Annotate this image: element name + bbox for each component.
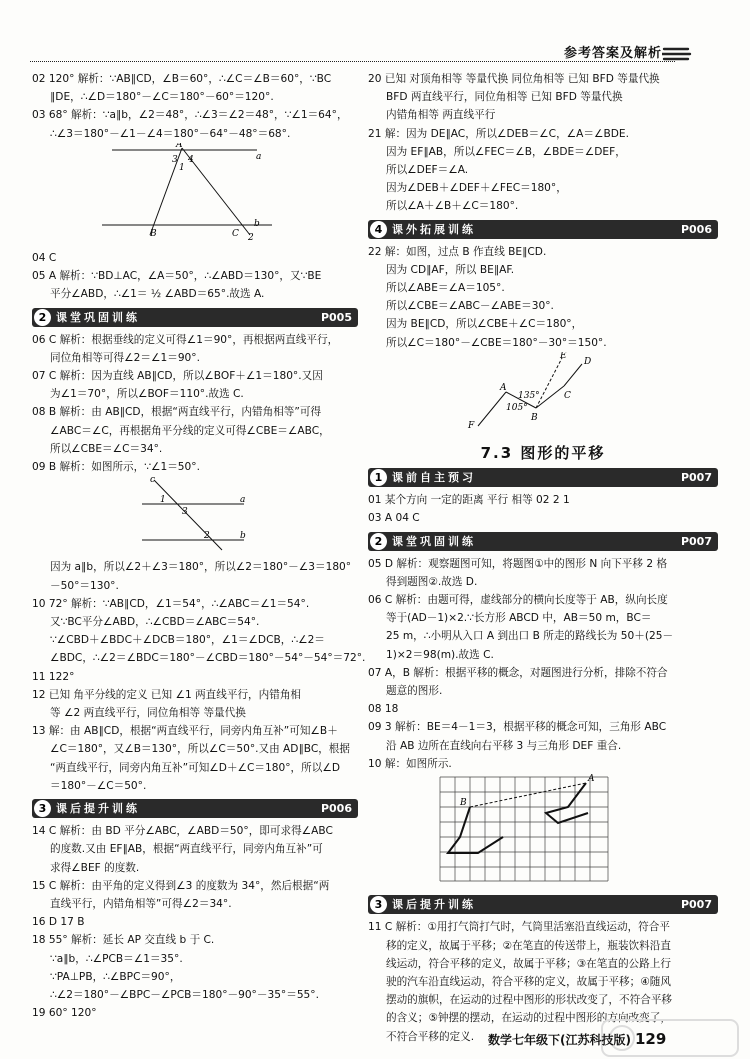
answer-q09-cont: 沿 AB 边所在直线向右平移 3 与三角形 DEF 重合. xyxy=(386,739,622,752)
answer-q11-cont2: 线运动，符合平移的定义，故属于平移；③在笔直的公路上行 xyxy=(386,957,671,970)
header-title: 参考答案及解析 xyxy=(563,46,662,61)
answer-13-cont: ∠C＝180°，又∠B＝130°，所以∠C＝50°.又由 AD∥BC，根据 xyxy=(50,743,350,756)
answer-12-cont: 等 ∠2 两直线平行，同位角相等 等量代换 xyxy=(50,707,246,720)
answer-09: 09 B 解析：如图所示，∵∠1＝50°. xyxy=(32,461,200,474)
fig2-label-c: c xyxy=(150,476,156,486)
answer-10-cont2: ∵∠CBD＋∠BDC＋∠DCB＝180°，∠1＝∠DCB，∴∠2＝ xyxy=(50,634,325,647)
left-column xyxy=(32,70,366,1022)
answer-q09: 09 3 解析：BE＝4－1＝3，根据平移的概念可知，三角形 ABC xyxy=(368,721,667,734)
fig1-angle-4: 4 xyxy=(188,154,194,165)
answer-14-cont2: 求得∠BEF 的度数. xyxy=(50,861,140,874)
answer-q11-cont6: 不符合平移的定义. xyxy=(386,1030,475,1043)
answer-22-cont5: 所以∠C＝180°－∠CBE＝180°－30°＝150°. xyxy=(386,336,607,349)
answer-21-cont3: 因为∠DEB＋∠DEF＋∠FEC＝180°， xyxy=(386,182,567,195)
answer-22-cont3: 所以∠CBE＝∠ABC－∠ABE＝30°. xyxy=(386,300,554,313)
figure-parallel-lines-triangle xyxy=(32,143,358,243)
answer-09-cont: 因为 a∥b，所以∠2＋∠3＝180°，所以∠2＝180°－∠3＝180° xyxy=(50,561,352,574)
answer-06: 06 C 解析：根据垂线的定义可得∠1＝90°，再根据两直线平行， xyxy=(32,333,339,346)
answer-13: 13 解：由 AB∥CD，根据“两直线平行，同旁内角互补”可知∠B＋ xyxy=(32,725,338,738)
section-badge: 4 xyxy=(370,221,387,238)
answer-q10: 10 解：如图所示. xyxy=(368,757,452,770)
answer-13-cont2: “两直线平行，同旁内角互补”可知∠D＋∠C＝180°，所以∠D xyxy=(50,761,340,774)
section-classroom-consolidation-2 xyxy=(368,532,718,551)
section-page-code: P005 xyxy=(320,310,352,324)
section-page-code: P006 xyxy=(680,222,712,236)
answer-06-cont: 同位角相等可得∠2＝∠1＝90°. xyxy=(50,351,200,364)
answer-21-cont4: 所以∠A＋∠B＋∠C＝180°. xyxy=(386,200,519,213)
answer-16-17: 16 D 17 B xyxy=(32,916,85,929)
header-stripes-icon xyxy=(662,46,692,62)
answer-22: 22 解：如图，过点 B 作直线 BE∥CD. xyxy=(368,245,547,258)
fig1-label-B: B xyxy=(150,228,157,239)
fig4-label-A: A xyxy=(588,774,595,785)
page-header xyxy=(30,44,720,66)
answer-07-cont: 为∠1＝70°，所以∠BOF＝110°.故选 C. xyxy=(50,388,244,401)
page-number: 129 xyxy=(634,1030,667,1048)
answer-20-cont2: 内错角相等 两直线平行 xyxy=(386,109,496,122)
answer-22-cont: 因为 CD∥AF，所以 BE∥AF. xyxy=(386,263,515,276)
answer-q07-cont: 题意的图形. xyxy=(386,685,443,698)
answer-05-cont: 平分∠ABD，∴∠1＝ ½ ∠ABD＝65°.故选 A. xyxy=(50,288,265,301)
answer-q06-cont2: 25 m，∴小明从入口 A 到出口 B 所走的路线长为 50＋(25－ xyxy=(386,630,674,643)
translated-shape xyxy=(546,783,588,823)
header-rule xyxy=(30,61,675,62)
answer-18-cont2: ∵PA⊥PB，∴∠BPC＝90°， xyxy=(50,970,181,983)
answer-02-cont: ∥DE，∴∠D＝180°－∠C＝180°－60°＝120°. xyxy=(50,91,274,104)
section-label: 课后提升训练 xyxy=(56,802,140,816)
answer-05: 05 A 解析：∵BD⊥AC，∠A＝50°，∴∠ABD＝130°，又∵BE xyxy=(32,270,322,283)
section-page-code: P007 xyxy=(680,534,712,548)
fig3-angle-105: 105° xyxy=(506,402,528,413)
answer-02: 02 120° 解析：∵AB∥CD，∠B＝60°，∴∠C＝∠B＝60°，∵BC xyxy=(32,73,332,85)
section-badge: 2 xyxy=(370,533,387,550)
answer-04: 04 C xyxy=(32,252,57,265)
answer-q11-cont: 移的定义，故属于平移；②在笔直的传送带上，瓶装饮料沿直 xyxy=(386,939,671,952)
figure-transversal xyxy=(32,476,358,552)
section-label: 课堂巩固训练 xyxy=(56,310,140,324)
page-footer xyxy=(488,1030,666,1048)
answer-q06-cont: 等于(AD－1)×2.∵长方形 ABCD 中，AB＝50 m，BC＝ xyxy=(386,612,652,625)
section-label: 课后提升训练 xyxy=(392,898,476,912)
answer-q06-cont3: 1)×2＝98(m).故选 C. xyxy=(386,648,494,661)
fig1-angle-1: 1 xyxy=(179,162,185,173)
answer-14-cont: 的度数.又由 EF∥AB，根据“两直线平行，同旁内角互补”可 xyxy=(50,843,323,856)
answer-07: 07 C 解析：因为直线 AB∥CD，所以∠BOF＋∠1＝180°.又因 xyxy=(32,370,323,383)
section-label: 课前自主预习 xyxy=(392,471,476,485)
answer-19: 19 60° 120° xyxy=(32,1007,97,1020)
answer-09-cont2: －50°＝130°. xyxy=(50,579,119,592)
answer-03: 03 68° 解析：∵a∥b，∠2＝48°，∴∠3＝∠2＝48°，∵∠1＝64°， xyxy=(32,109,348,122)
answer-20: 20 已知 对顶角相等 等量代换 同位角相等 已知 BFD 等量代换 xyxy=(368,73,660,85)
section-classroom-consolidation xyxy=(32,308,358,327)
fig2-angle-3: 3 xyxy=(182,507,188,518)
answer-03-cont: ∴∠3＝180°－∠1－∠4＝180°－64°－48°＝68°. xyxy=(50,127,291,140)
fig2-angle-1: 1 xyxy=(160,495,166,506)
fig1-label-A: A xyxy=(176,142,183,150)
answer-10: 10 72° 解析：∵AB∥CD，∠1＝54°，∴∠ABC＝∠1＝54°. xyxy=(32,597,310,610)
answer-10-cont3: ∠BDC，∴∠2＝∠BDC＝180°－∠CBD＝180°－54°－54°＝72°. xyxy=(50,652,366,665)
fig3-angle-135: 135° xyxy=(518,390,540,401)
grid-lines xyxy=(440,777,608,881)
answer-08-cont2: 所以∠CBE＝∠C＝34°. xyxy=(50,442,163,455)
answer-q11-cont5: 的含义；⑤钟摆的摆动，在运动的过程中图形的方向改变了， xyxy=(386,1012,671,1025)
fig1-label-b: b xyxy=(254,218,260,229)
fig3-label-E: E xyxy=(560,351,567,361)
fig3-label-A: A xyxy=(500,382,507,393)
section-preview xyxy=(368,468,718,487)
answer-21-cont2: 所以∠DEF＝∠A. xyxy=(386,164,469,177)
answer-q11-cont3: 驶的汽车沿直线运动，符合平移的定义，故属于平移；④随风 xyxy=(386,975,671,988)
answer-10-cont: 又∵BC平分∠ABD，∴∠CBD＝∠ABC＝54°. xyxy=(50,616,260,629)
section-page-code: P007 xyxy=(680,898,712,912)
section-badge: 2 xyxy=(34,309,51,326)
fig3-label-F: F xyxy=(468,420,475,431)
answer-18: 18 55° 解析：延长 AP 交直线 b 于 C. xyxy=(32,934,215,947)
answer-12: 12 已知 角平分线的定义 已知 ∠1 两直线平行，内错角相 xyxy=(32,688,302,701)
chapter-title: 7.3 图形的平移 xyxy=(480,444,606,463)
answer-21-cont: 因为 EF∥AB，所以∠FEC＝∠B，∠BDE＝∠DEF， xyxy=(386,145,626,158)
section-page-code: P007 xyxy=(680,471,712,485)
footer-book-title: 数学七年级下(江苏科技版) xyxy=(488,1033,631,1047)
section-after-class-improvement-2 xyxy=(368,895,718,914)
fig2-label-a: a xyxy=(240,495,246,506)
fig1-angle-3: 3 xyxy=(172,154,178,165)
answer-18-cont: ∵a∥b，∴∠PCB＝∠1＝35°. xyxy=(50,952,183,965)
answer-q05-cont: 得到题图②.故选 D. xyxy=(386,575,478,588)
section-label: 课堂巩固训练 xyxy=(392,534,476,548)
figure-translation-grid xyxy=(368,773,718,885)
fig3-label-D: D xyxy=(584,356,592,367)
answer-q01-02: 01 某个方向 一定的距离 平行 相等 02 2 1 xyxy=(368,494,570,507)
fig2-angle-2: 2 xyxy=(204,531,210,542)
section-label: 课外拓展训练 xyxy=(392,222,476,236)
answer-22-cont4: 因为 BE∥CD，所以∠CBE＋∠C＝180°， xyxy=(386,318,583,331)
section-badge: 3 xyxy=(370,896,387,913)
answer-22-cont2: 所以∠ABE＝∠A＝105°. xyxy=(386,282,505,295)
section-extracurricular-extension xyxy=(368,220,718,239)
answer-q07: 07 A，B 解析：根据平移的概念，对题图进行分析，排除不符合 xyxy=(368,666,668,679)
answer-q11-cont4: 摆动的旗帜，在运动的过程中图形的形状改变了，不符合平移 xyxy=(386,994,673,1007)
answer-18-cont3: ∴∠2＝180°－∠BPC－∠PCB＝180°－90°－35°＝55°. xyxy=(50,988,319,1001)
answer-q03-04: 03 A 04 C xyxy=(368,512,420,525)
answer-15: 15 C 解析：由平角的定义得到∠3 的度数为 34°，然后根据“两 xyxy=(32,879,330,892)
answer-q05: 05 D 解析：观察题图可知，将题图①中的图形 N 向下平移 2 格 xyxy=(368,557,668,570)
fig3-label-C: C xyxy=(564,390,571,401)
answer-21: 21 解：因为 DE∥AC，所以∠DEB＝∠C，∠A＝∠BDE. xyxy=(368,127,629,140)
original-shape xyxy=(448,807,503,853)
figure-broken-line xyxy=(368,352,718,432)
section-after-class-improvement xyxy=(32,799,358,818)
answer-11: 11 122° xyxy=(32,670,75,683)
section-badge: 3 xyxy=(34,800,51,817)
section-page-code: P006 xyxy=(320,802,352,816)
answer-14: 14 C 解析：由 BD 平分∠ABC，∠ABD＝50°，即可求得∠ABC xyxy=(32,825,333,838)
answer-q06: 06 C 解析：由题可得，虚线部分的横向长度等于 AB，纵向长度 xyxy=(368,594,668,607)
answer-q11: 11 C 解析：①用打气筒打气时，气筒里活塞沿直线运动，符合平 xyxy=(368,921,670,934)
answer-15-cont: 直线平行，内错角相等”可得∠2＝34°. xyxy=(50,897,232,910)
translation-vector xyxy=(470,783,586,807)
answer-08: 08 B 解析：由 AB∥CD，根据“两直线平行，内错角相等”可得 xyxy=(32,406,322,419)
answer-08-cont: ∠ABC＝∠C，再根据角平分线的定义可得∠CBE＝∠ABC， xyxy=(50,424,330,437)
answer-13-cont3: ＝180°－∠C＝50°. xyxy=(50,779,147,792)
fig1-label-C: C xyxy=(232,228,239,239)
fig4-label-B: B xyxy=(460,798,467,809)
fig3-label-B: B xyxy=(531,412,538,423)
fig2-label-b: b xyxy=(240,531,246,542)
answer-q08: 08 18 xyxy=(368,703,399,716)
fig1-label-a: a xyxy=(256,151,262,162)
section-badge: 1 xyxy=(370,469,387,486)
answer-20-cont: BFD 两直线平行，同位角相等 已知 BFD 等量代换 xyxy=(386,91,623,104)
right-column xyxy=(368,70,718,1046)
fig1-angle-2: 2 xyxy=(248,232,254,243)
